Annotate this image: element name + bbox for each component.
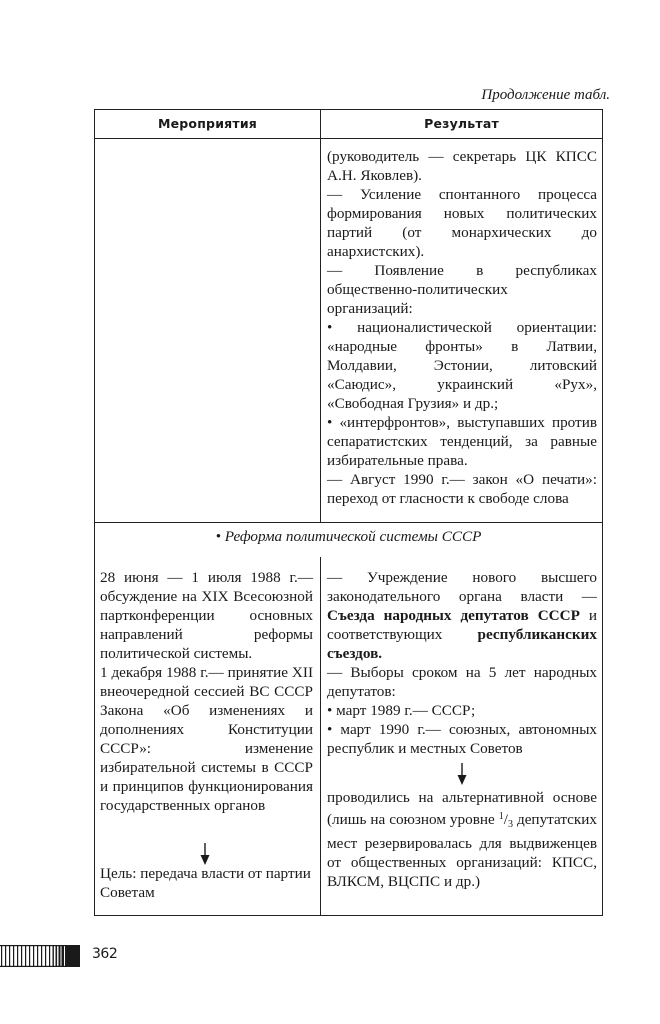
row2-result-after-b: депутатских мест резервировалась для выдвиженцев от общественных организаций: КПСС, ВЛКСМ, ВЦСПС и др.) <box>327 811 597 890</box>
row1-result-line: (руководитель — секретарь ЦК КПСС А.Н. Яковлев). <box>327 148 597 184</box>
row2-result-after-a: проводились на альтернативной основе (лишь на союзном уровне <box>327 789 597 828</box>
row2-result-line: • март 1989 г.— СССР; <box>327 702 476 719</box>
row2-measure-line: 28 июня — 1 июля 1988 г.— обсуждение на XIX Всесоюзной партконференции основных направлений реформы политической системы. <box>100 569 313 662</box>
row2-result <box>327 568 597 758</box>
row1-result-line: — Появление в республиках общественно-политических организаций: <box>327 262 597 317</box>
row2-result-line: — Выборы сроком на 5 лет народных депутатов: <box>327 664 597 700</box>
row2-result-after-text: проводились на альтернативной основе (лишь на союзном уровне $^1/_3$ депутатских мест резервировалась для выдвиженцев от общественных организаций: КПСС, ВЛКСМ, ВЦСПС и др.) <box>327 789 597 890</box>
fraction-numerator: 1 <box>498 811 504 822</box>
row2-result-first <box>327 568 597 663</box>
row2-measures <box>100 568 313 815</box>
row1-result-line: • «интерфронтов», выступавших против сепаратистских тенденций, за равные избирательные права. <box>327 414 597 469</box>
row1-result <box>327 147 597 508</box>
header-divider <box>95 138 602 139</box>
row1-result-line: — Август 1990 г.— закон «О печати»: переход от гласности к свободе слова <box>327 471 597 507</box>
row2-result-line: • март 1990 г.— союзных, автономных республик и местных Советов <box>327 721 597 757</box>
row2-result-mid: и соответствующих <box>327 607 597 643</box>
down-arrow-icon <box>199 843 211 865</box>
column-divider-top <box>320 110 321 522</box>
row2-result-intro: — Учреждение нового высшего законодательного органа власти — <box>327 569 597 605</box>
fraction-denominator: 3 <box>507 819 513 830</box>
header-measures: Мероприятия <box>157 116 258 131</box>
row2-result-after <box>327 788 597 891</box>
header-result: Результат <box>424 116 499 131</box>
barcode-decoration <box>0 945 80 967</box>
data-table <box>94 109 603 916</box>
row1-result-line: • националистической ориентации: «народные фронты» в Латвии, Молдавии, Эстонии, литовский «Саюдис», украинский «Рух», «Свободная Грузия» и др.; <box>327 319 597 412</box>
column-divider-bottom <box>320 557 321 915</box>
table-caption: Продолжение табл. <box>481 87 610 103</box>
row2-result-bold-republican: республиканских съездов. <box>327 626 597 662</box>
row2-goal: Цель: передача власти от партии Советам <box>100 865 311 901</box>
row2-measure-line: 1 декабря 1988 г.— принятие XII внеочередной сессией ВС СССР Закона «Об изменениях и дополнениях Конституции СССР»: изменение избирательной системы в СССР и принципов функционирования государственных органов <box>100 664 313 814</box>
section-divider <box>95 522 602 523</box>
page-number: 362 <box>92 946 118 962</box>
row1-result-line: — Усиление спонтанного процесса формирования новых политических партий (от монархических до анархистских). <box>327 186 597 260</box>
row2-result-bold-congress: Съезда народных депутатов СССР <box>327 607 580 624</box>
down-arrow-icon <box>456 763 468 785</box>
section-title: • Реформа политической системы СССР <box>215 528 482 545</box>
